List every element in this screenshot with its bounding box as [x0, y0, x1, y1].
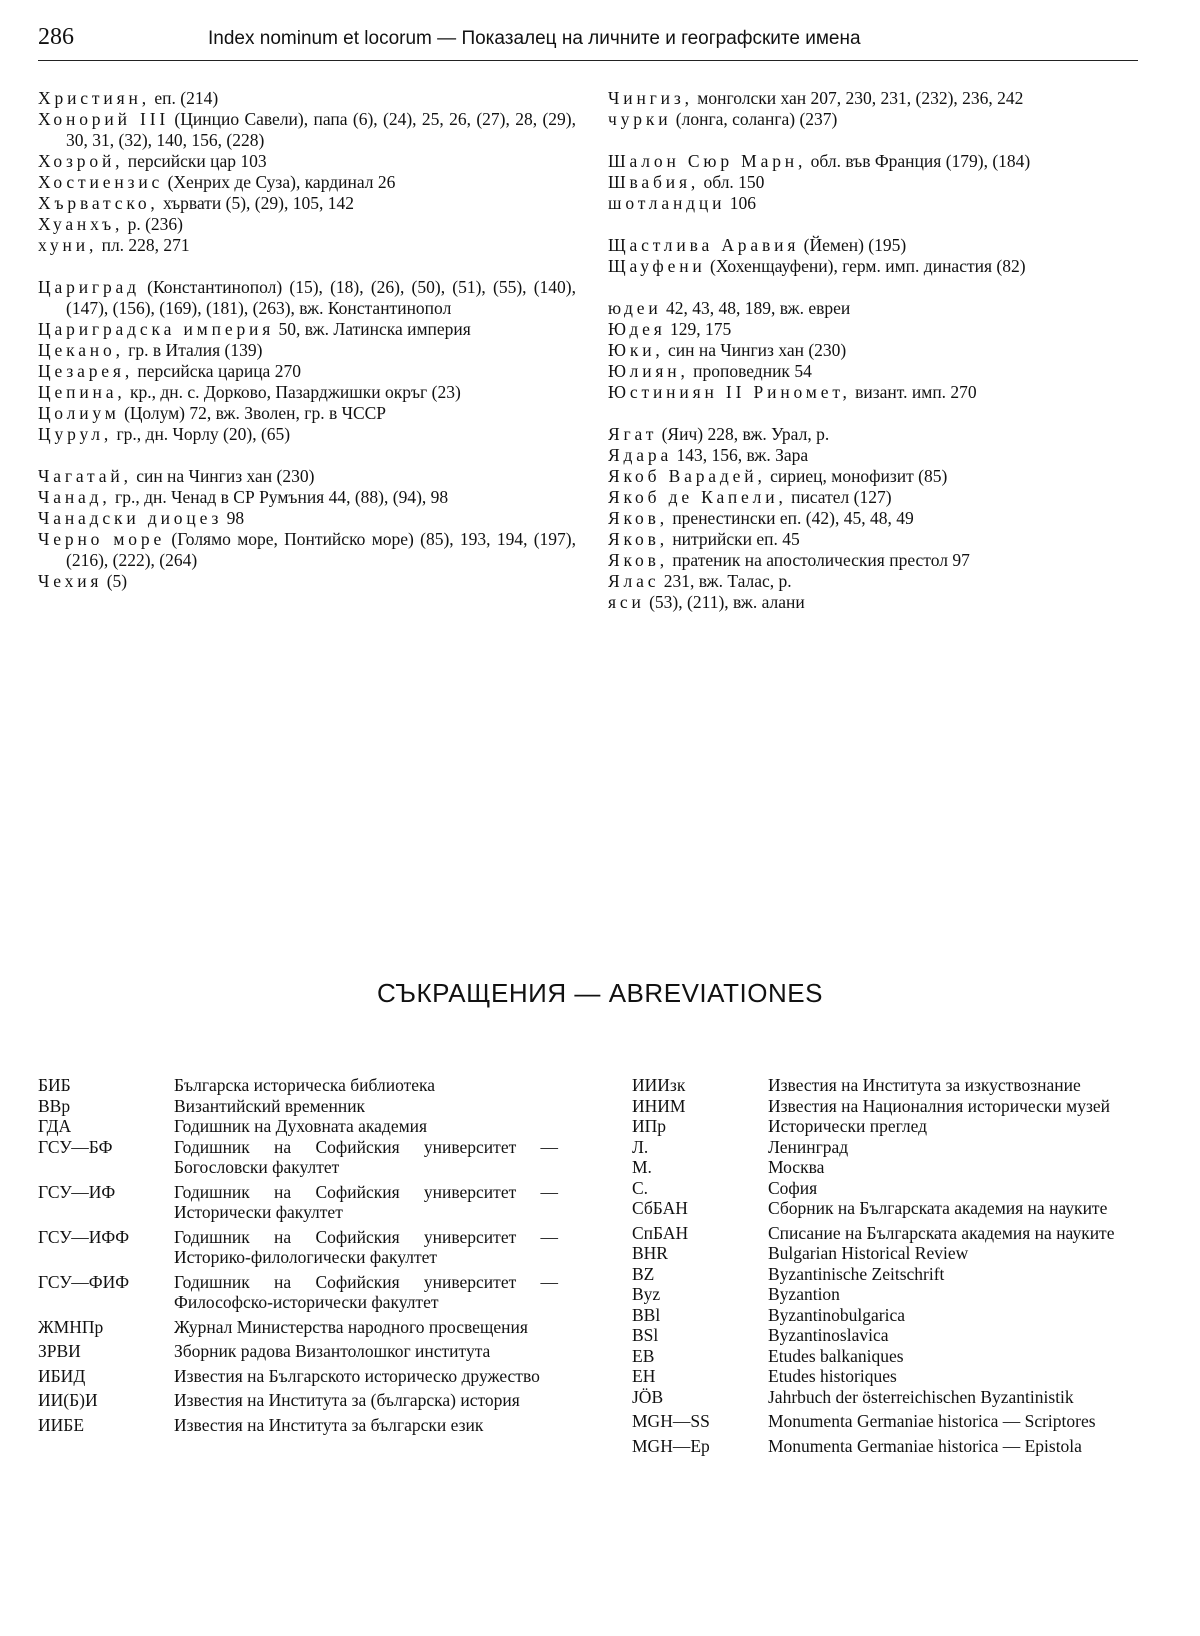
index-entry [38, 403, 576, 424]
abbreviation: Byz [632, 1284, 661, 1304]
abbreviation-row [38, 1075, 558, 1096]
index-reference: (Яич) 228, вж. Урал, р. [657, 424, 830, 444]
index-entry [608, 193, 1145, 214]
abbreviation: ИИИзк [632, 1075, 686, 1095]
index-term: Юлиян, [608, 361, 689, 381]
abbreviation-expansion: Etudes balkaniques [768, 1345, 904, 1366]
index-reference: 143, 156, вж. Зара [672, 445, 809, 465]
abbreviation-row [632, 1305, 1146, 1326]
abbreviation: СпБАН [632, 1222, 689, 1243]
abbreviation: BZ [632, 1263, 655, 1284]
index-reference: сириец, монофизит (85) [765, 466, 948, 486]
abbreviation: ИНИМ [632, 1095, 686, 1116]
abbreviation: М. [632, 1157, 652, 1177]
abbreviation-row [632, 1387, 1146, 1408]
index-reference: (Хенрих де Суза), кардинал 26 [163, 172, 396, 192]
index-entry [38, 487, 576, 508]
index-reference: кр., дн. с. Дорково, Пазарджишки окръг (23) [125, 382, 461, 402]
abbreviation-row [632, 1436, 1146, 1457]
section-title: СЪКРАЩЕНИЯ — ABREVIATIONES [376, 978, 824, 1008]
abbreviation: BSl [632, 1325, 659, 1345]
index-term: Чагатай, [38, 466, 132, 486]
index-term: Цолиум [38, 403, 120, 423]
abbreviation-expansion: Известия на Института за български език [174, 1414, 484, 1435]
index-reference: (Цинцио Савели), папа (6), (24), 25, 26, (27), 28, (29), 30, 31, (32), 140, 156, (228) [66, 109, 576, 150]
abbreviation-expansion: Известия на Българското историческо дружество [174, 1365, 540, 1386]
index-term: Християн, [38, 88, 150, 108]
abbreviation-row [632, 1223, 1146, 1244]
index-reference: нитрийски еп. 45 [667, 529, 800, 549]
index-reference: (5) [102, 571, 128, 591]
page-number: 286 [38, 24, 74, 50]
index-reference: обл. във Франция (179), (184) [806, 151, 1031, 171]
abbreviation: EH [632, 1366, 656, 1386]
abbreviation-row [38, 1137, 558, 1178]
abbreviation-expansion: Byzantion [768, 1284, 840, 1304]
index-entry [38, 235, 576, 256]
index-entry [38, 88, 576, 109]
index-entry [38, 277, 576, 319]
running-title: Index nominum et locorum — Показалец на личните и географските имена [208, 28, 861, 49]
index-entry [608, 592, 1145, 613]
abbreviation-expansion: Исторически преглед [768, 1116, 928, 1136]
index-entry [608, 298, 1145, 319]
abbreviation: ГСУ—БФ [38, 1136, 113, 1157]
abbreviation-expansion: Byzantinische Zeitschrift [768, 1263, 945, 1284]
index-term: Щастлива Аравия [608, 235, 800, 255]
index-reference: 50, вж. Латинска империя [274, 319, 471, 339]
abbreviation: BHR [632, 1243, 668, 1263]
abbreviation-row [632, 1346, 1146, 1367]
index-reference: 129, 175 [665, 319, 732, 339]
index-term: Цурул, [38, 424, 113, 444]
index-entry [608, 319, 1145, 340]
abbreviation-row [632, 1366, 1146, 1387]
index-term: Якоб Варадей, [608, 466, 766, 486]
index-reference: монголски хан 207, 230, 231, (232), 236, 242 [692, 88, 1024, 108]
index-reference: проповедник 54 [688, 361, 812, 381]
abbreviation: ИБИД [38, 1365, 86, 1386]
index-term: Чингиз, [608, 88, 693, 108]
abbreviation: С. [632, 1177, 649, 1198]
index-entry [38, 319, 576, 340]
index-entry [38, 382, 576, 403]
index-reference: син на Чингиз хан (230) [131, 466, 315, 486]
abbreviation-row [38, 1415, 558, 1436]
abbreviation-row [38, 1390, 558, 1411]
index-entry [608, 151, 1145, 172]
index-term: яси [608, 592, 645, 612]
index-reference: (Цолум) 72, вж. Зволен, гр. в ЧССР [119, 403, 387, 423]
index-entry [608, 361, 1145, 382]
index-column-right [608, 88, 1145, 613]
index-term: Юки, [608, 340, 664, 360]
index-entry [38, 109, 576, 151]
index-term: Щауфени [608, 256, 706, 276]
abbreviation-expansion: София [768, 1177, 818, 1198]
abbreviation-row [38, 1096, 558, 1117]
index-reference: гр., дн. Чорлу (20), (65) [112, 424, 291, 444]
abbreviation: ИПр [632, 1116, 667, 1136]
index-term: Ялас [608, 571, 660, 591]
index-entry [38, 571, 576, 592]
index-column-left [38, 88, 576, 592]
abbreviation-expansion: Byzantinoslavica [768, 1325, 889, 1345]
index-term: Цариград [38, 277, 140, 297]
index-entry [38, 151, 576, 172]
index-entry [608, 529, 1145, 550]
abbreviation-row [632, 1264, 1146, 1285]
abbreviation-expansion: Ленинград [768, 1136, 849, 1157]
abbreviation-expansion: Известия на Националния исторически музей [768, 1095, 1110, 1116]
abbreviation-expansion: Известия на Института за (българска) история [174, 1390, 520, 1410]
abbreviation-expansion: Jahrbuch der österreichischen Byzantinistik [768, 1386, 1074, 1407]
abbreviations-column-left [38, 1075, 558, 1435]
index-reference: гр. в Италия (139) [123, 340, 263, 360]
abbreviation-expansion: Годишник на Софийския университет — Богословски факултет [174, 1136, 558, 1177]
abbreviation-expansion: Годишник на Софийския университет — Историко-филологически факултет [174, 1226, 558, 1267]
index-term: Ягат [608, 424, 658, 444]
index-term: Хостиензис [38, 172, 164, 192]
abbreviation-expansion: Byzantinobulgarica [768, 1304, 906, 1325]
index-term: хуни, [38, 235, 98, 255]
abbreviations-column-right [632, 1075, 1146, 1456]
abbreviation-expansion: Monumenta Germaniae historica — Epistola [768, 1435, 1082, 1456]
index-reference: р. (236) [123, 214, 183, 234]
index-term: Хозрой, [38, 151, 124, 171]
abbreviation-row [38, 1317, 558, 1338]
index-term: Хонорий III [38, 109, 170, 129]
abbreviation-expansion: Сборник на Българската академия на науките [768, 1198, 1108, 1218]
index-reference: персийски цар 103 [123, 151, 267, 171]
index-term: Чанадски диоцез [38, 508, 223, 528]
abbreviation-row [38, 1366, 558, 1387]
index-reference: (Йемен) (195) [799, 235, 907, 255]
abbreviation: ЖМНПр [38, 1316, 104, 1337]
abbreviation-row [632, 1116, 1146, 1137]
abbreviation-expansion: Византийский временник [174, 1095, 366, 1116]
abbreviation-expansion: Журнал Министерства народного просвещения [174, 1316, 528, 1337]
index-entry [608, 340, 1145, 361]
index-reference: 106 [725, 193, 756, 213]
abbreviation-row [38, 1227, 558, 1268]
abbreviation: ИИ(Б)И [38, 1390, 98, 1410]
abbreviation-expansion: Etudes historiques [768, 1366, 897, 1386]
abbreviation-expansion: Списание на Българската академия на науките [768, 1222, 1115, 1243]
index-entry [608, 256, 1145, 277]
index-reference: обл. 150 [699, 172, 765, 192]
index-entry [38, 466, 576, 487]
abbreviation-expansion: Известия на Института за изкуствознание [768, 1075, 1081, 1095]
abbreviation-row [632, 1198, 1146, 1219]
index-entry [38, 529, 576, 571]
index-reference: визант. имп. 270 [850, 382, 977, 402]
abbreviation-row [632, 1178, 1146, 1199]
abbreviation-expansion: Monumenta Germaniae historica — Scriptores [768, 1411, 1096, 1431]
abbreviation-row [38, 1272, 558, 1313]
abbreviation: MGH—SS [632, 1411, 710, 1431]
index-entry [608, 487, 1145, 508]
index-entry [38, 340, 576, 361]
index-term: чурки [608, 109, 672, 129]
index-term: Яков, [608, 508, 668, 528]
index-term: Черно море [38, 529, 166, 549]
abbreviation-row [632, 1284, 1146, 1305]
index-term: Цариградска империя [38, 319, 275, 339]
abbreviation: MGH—Ep [632, 1435, 710, 1456]
abbreviation: ИИБЕ [38, 1414, 85, 1435]
abbreviation-expansion: Bulgarian Historical Review [768, 1243, 969, 1263]
index-reference: 42, 43, 48, 189, вж. евреи [661, 298, 851, 318]
index-entry [608, 571, 1145, 592]
index-term: Яков, [608, 550, 668, 570]
abbreviation-expansion: Зборник радова Византолошког института [174, 1341, 491, 1361]
abbreviation: BBl [632, 1304, 661, 1325]
abbreviation: EB [632, 1345, 655, 1366]
index-entry [608, 172, 1145, 193]
index-reference: хървати (5), (29), 105, 142 [158, 193, 354, 213]
abbreviation-expansion: Годишник на Духовната академия [174, 1116, 428, 1136]
abbreviation-row [632, 1243, 1146, 1264]
index-entry [608, 508, 1145, 529]
index-entry [608, 466, 1145, 487]
index-term: Цекано, [38, 340, 124, 360]
index-term: Юстиниян II Риномет, [608, 382, 851, 402]
index-entry [608, 88, 1145, 109]
abbreviation: JÖB [632, 1386, 664, 1407]
index-term: Цепина, [38, 382, 126, 402]
abbreviation: ГСУ—ИФ [38, 1181, 116, 1202]
index-term: Юдея [608, 319, 666, 339]
abbreviation: СбБАН [632, 1198, 688, 1218]
abbreviation-row [38, 1182, 558, 1223]
index-entry [38, 508, 576, 529]
index-reference: (Голямо море, Понтийско море) (85), 193, 194, (197), (216), (222), (264) [66, 529, 576, 570]
index-reference: (Хохенщауфени), герм. имп. династия (82) [705, 256, 1026, 276]
abbreviation-expansion: Москва [768, 1157, 825, 1177]
index-entry [38, 193, 576, 214]
abbreviation: Л. [632, 1136, 649, 1157]
index-term: Шалон Сюр Марн, [608, 151, 807, 171]
abbreviation-expansion: Годишник на Софийския университет — Философско-исторически факултет [174, 1271, 558, 1312]
index-reference: 98 [222, 508, 245, 528]
abbreviation-row [632, 1411, 1146, 1432]
index-term: шотландци [608, 193, 726, 213]
index-term: Ядара [608, 445, 673, 465]
index-entry [608, 235, 1145, 256]
index-term: Хуанхъ, [38, 214, 124, 234]
index-entry [38, 214, 576, 235]
index-reference: гр., дн. Ченад в СР Румъния 44, (88), (94), 98 [110, 487, 449, 507]
abbreviation-row [38, 1341, 558, 1362]
index-reference: писател (127) [786, 487, 892, 507]
index-term: Якоб де Капели, [608, 487, 787, 507]
index-reference: (53), (211), вж. алани [644, 592, 805, 612]
index-term: Хърватско, [38, 193, 159, 213]
abbreviation: БИБ [38, 1075, 71, 1095]
abbreviation-expansion: Българска историческа библиотека [174, 1075, 436, 1095]
abbreviation-row [632, 1075, 1146, 1096]
index-term: Чанад, [38, 487, 111, 507]
index-reference: (лонга, соланга) (237) [671, 109, 838, 129]
index-term: юдеи [608, 298, 662, 318]
index-reference: пренестински еп. (42), 45, 48, 49 [667, 508, 914, 528]
index-entry [608, 382, 1145, 403]
index-reference: еп. (214) [149, 88, 219, 108]
index-reference: персийска царица 270 [133, 361, 301, 381]
index-term: Швабия, [608, 172, 700, 192]
index-entry [608, 550, 1145, 571]
index-entry [608, 109, 1145, 130]
abbreviation-expansion: Годишник на Софийския университет — Исторически факултет [174, 1181, 558, 1222]
abbreviation: ГДА [38, 1116, 72, 1136]
index-entry [38, 361, 576, 382]
index-reference: син на Чингиз хан (230) [663, 340, 847, 360]
index-reference: пл. 228, 271 [97, 235, 190, 255]
index-term: Чехия [38, 571, 103, 591]
index-reference: пратеник на апостолическия престол 97 [667, 550, 970, 570]
index-reference: 231, вж. Талас, р. [659, 571, 792, 591]
running-header [38, 22, 1138, 61]
abbreviation-row [632, 1137, 1146, 1158]
abbreviation: ГСУ—ФИФ [38, 1271, 130, 1292]
abbreviation-row [632, 1096, 1146, 1117]
abbreviation-row [632, 1325, 1146, 1346]
abbreviation: ЗРВИ [38, 1341, 81, 1361]
abbreviation-row [632, 1157, 1146, 1178]
index-entry [608, 424, 1145, 445]
index-reference: (Константинопол) (15), (18), (26), (50), (51), (55), (140), (147), (156), (169), (181), (263), вж. Константинопол [66, 277, 576, 318]
abbreviation: ГСУ—ИФФ [38, 1226, 130, 1247]
abbreviation: ВВр [38, 1095, 71, 1116]
abbreviation-row [38, 1116, 558, 1137]
index-term: Яков, [608, 529, 668, 549]
index-term: Цезарея, [38, 361, 134, 381]
index-entry [38, 424, 576, 445]
index-entry [608, 445, 1145, 466]
index-entry [38, 172, 576, 193]
